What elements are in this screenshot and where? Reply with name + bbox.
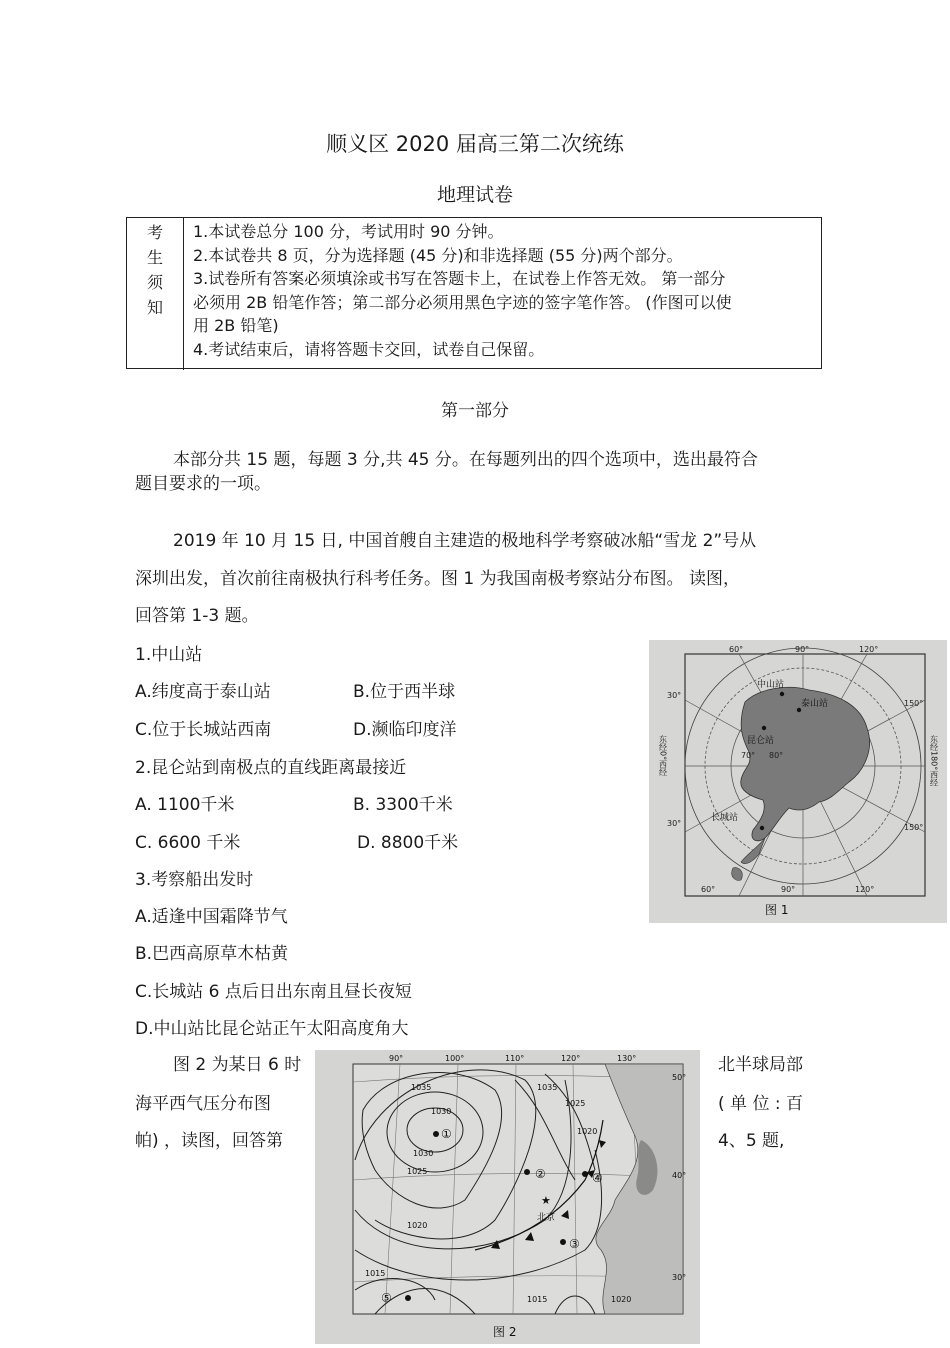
station-label: 泰山站 [801, 699, 829, 709]
question-2-stem: 2.昆仑站到南极点的直线距离最接近 [135, 758, 407, 778]
isobar-label: 1030 [431, 1107, 452, 1116]
longitude-label: 120° [855, 885, 875, 894]
notice-line: 1.本试卷总分 100 分，考试用时 90 分钟。 [193, 222, 504, 241]
part-intro-line1: 本部分共 15 题，每题 3 分,共 45 分。在每题列出的四个选项中，选出最符合 [173, 450, 758, 470]
isobar-label: 1035 [411, 1083, 432, 1092]
station-label: 昆仑站 [747, 736, 775, 746]
question-3-option-a[interactable]: A.适逢中国霜降节气 [135, 907, 288, 927]
question-3-option-d[interactable]: D.中山站比昆仑站正午太阳高度角大 [135, 1019, 409, 1039]
question-1-option-b[interactable]: B.位于西半球 [353, 682, 456, 702]
isobar-label: 1035 [537, 1083, 558, 1092]
question-1-stem: 1.中山站 [135, 645, 203, 665]
latitude-label: 40° [672, 1171, 687, 1180]
question-2-option-b[interactable]: B. 3300千米 [353, 795, 453, 815]
station-label: 中山站 [757, 680, 785, 690]
subject-title: 地理试卷 [436, 184, 513, 206]
figure-2-pressure-map [315, 1050, 700, 1344]
longitude-label: 90° [781, 885, 796, 894]
notice-line: 必须用 2B 铅笔作答；第二部分必须用黑色字迹的签字笔作答。 (作图可以使 [193, 292, 732, 312]
point-label: ⑤ [381, 1291, 392, 1305]
latitude-label: 80° [769, 751, 784, 760]
isobar-label: 1025 [565, 1099, 586, 1108]
longitude-label: 90° [389, 1054, 404, 1063]
isobar-label: 1015 [365, 1269, 386, 1278]
question-3-option-b[interactable]: B.巴西高原草木枯黄 [135, 944, 289, 964]
page-title: 顺义区 2020 届高三第二次统练 [326, 132, 624, 156]
zhongshan-station-marker [780, 692, 784, 696]
passage2-left2: 海平西气压分布图 [135, 1094, 271, 1114]
changcheng-station-marker [760, 826, 764, 830]
notice-line: 2.本试卷共 8 页，分为选择题 (45 分)和非选择题 (55 分)两个部分。 [193, 245, 683, 265]
point-label: ② [535, 1167, 546, 1181]
point-label: ③ [569, 1237, 580, 1251]
longitude-label: 90° [795, 645, 810, 654]
notice-line: 3.试卷所有答案必须填涂或书写在答题卡上，在试卷上作答无效。 第一部分 [193, 269, 726, 288]
longitude-label: 130° [617, 1054, 637, 1063]
question-3-stem: 3.考察船出发时 [135, 870, 254, 890]
longitude-label: 60° [701, 885, 716, 894]
longitude-label: 150° [904, 823, 924, 832]
notice-line: 用 2B 铅笔) [193, 316, 279, 335]
point-label: ④ [592, 1171, 603, 1185]
figure-2-caption: 图 2 [493, 1325, 517, 1339]
passage1-line3: 回答第 1-3 题。 [135, 606, 259, 626]
latitude-label: 50° [672, 1073, 687, 1082]
exam-notice-box [126, 217, 822, 369]
longitude-label: 30° [667, 819, 682, 828]
isobar-label: 1020 [407, 1221, 428, 1230]
isobar-label: 1015 [527, 1295, 548, 1304]
isobar-label: 1030 [413, 1149, 434, 1158]
question-2-option-a[interactable]: A. 1100千米 [135, 795, 235, 815]
passage1-line1: 2019 年 10 月 15 日, 中国首艘自主建造的极地科学考察破冰船“雪龙 2”号从 [173, 531, 757, 551]
passage1-line2: 深圳出发，首次前往南极执行科考任务。图 1 为我国南极考察站分布图。 读图， [135, 569, 741, 589]
side-char: 生 [146, 248, 163, 267]
beijing-star-icon: ★ [541, 1194, 551, 1207]
passage2-left1: 图 2 为某日 6 时 [173, 1055, 302, 1075]
figure-1-antarctic-map [649, 640, 947, 923]
longitude-label: 150° [904, 699, 924, 708]
isobar-label: 1020 [577, 1127, 598, 1136]
question-1-option-d[interactable]: D.濒临印度洋 [353, 720, 457, 740]
kunlun-station-marker [762, 726, 766, 730]
notice-body [193, 220, 815, 361]
right-meridian-label: 东经180°西经 [929, 735, 939, 787]
longitude-label: 100° [445, 1054, 465, 1063]
isobar-label: 1020 [611, 1295, 632, 1304]
side-char: 知 [146, 298, 163, 317]
question-2-option-d[interactable]: D. 8800千米 [357, 833, 459, 853]
question-3-option-c[interactable]: C.长城站 6 点后日出东南且昼长夜短 [135, 982, 412, 1002]
side-char: 须 [146, 273, 163, 292]
notice-line: 4.考试结束后，请将答题卡交回，试卷自己保留。 [193, 339, 545, 359]
isobar-label: 1025 [407, 1167, 428, 1176]
point-label: ① [441, 1127, 452, 1141]
longitude-label: 120° [561, 1054, 581, 1063]
longitude-label: 60° [729, 645, 744, 654]
question-1-option-c[interactable]: C.位于长城站西南 [135, 720, 272, 740]
longitude-label: 30° [667, 691, 682, 700]
question-2-option-c[interactable]: C. 6600 千米 [135, 833, 241, 853]
passage2-right2: ( 单 位 : 百 [718, 1094, 803, 1114]
longitude-label: 110° [505, 1054, 525, 1063]
passage2-right1: 北半球局部 [718, 1055, 803, 1075]
passage2-left3: 帕) ，读图，回答第 [135, 1131, 284, 1151]
city-label: 北京 [537, 1213, 556, 1223]
station-label: 长城站 [711, 813, 739, 823]
passage2-right3: 4、5 题, [718, 1131, 785, 1151]
part-heading: 第一部分 [441, 401, 509, 421]
notice-side-label [127, 218, 184, 370]
figure-1-caption: 图 1 [765, 903, 789, 917]
longitude-label: 120° [859, 645, 879, 654]
part-intro-line2: 题目要求的一项。 [135, 474, 271, 494]
side-char: 考 [146, 223, 163, 242]
latitude-label: 70° [741, 751, 756, 760]
latitude-label: 30° [672, 1273, 687, 1282]
left-meridian-label: 东经0°西经 [658, 735, 668, 777]
question-1-option-a[interactable]: A.纬度高于泰山站 [135, 682, 271, 702]
